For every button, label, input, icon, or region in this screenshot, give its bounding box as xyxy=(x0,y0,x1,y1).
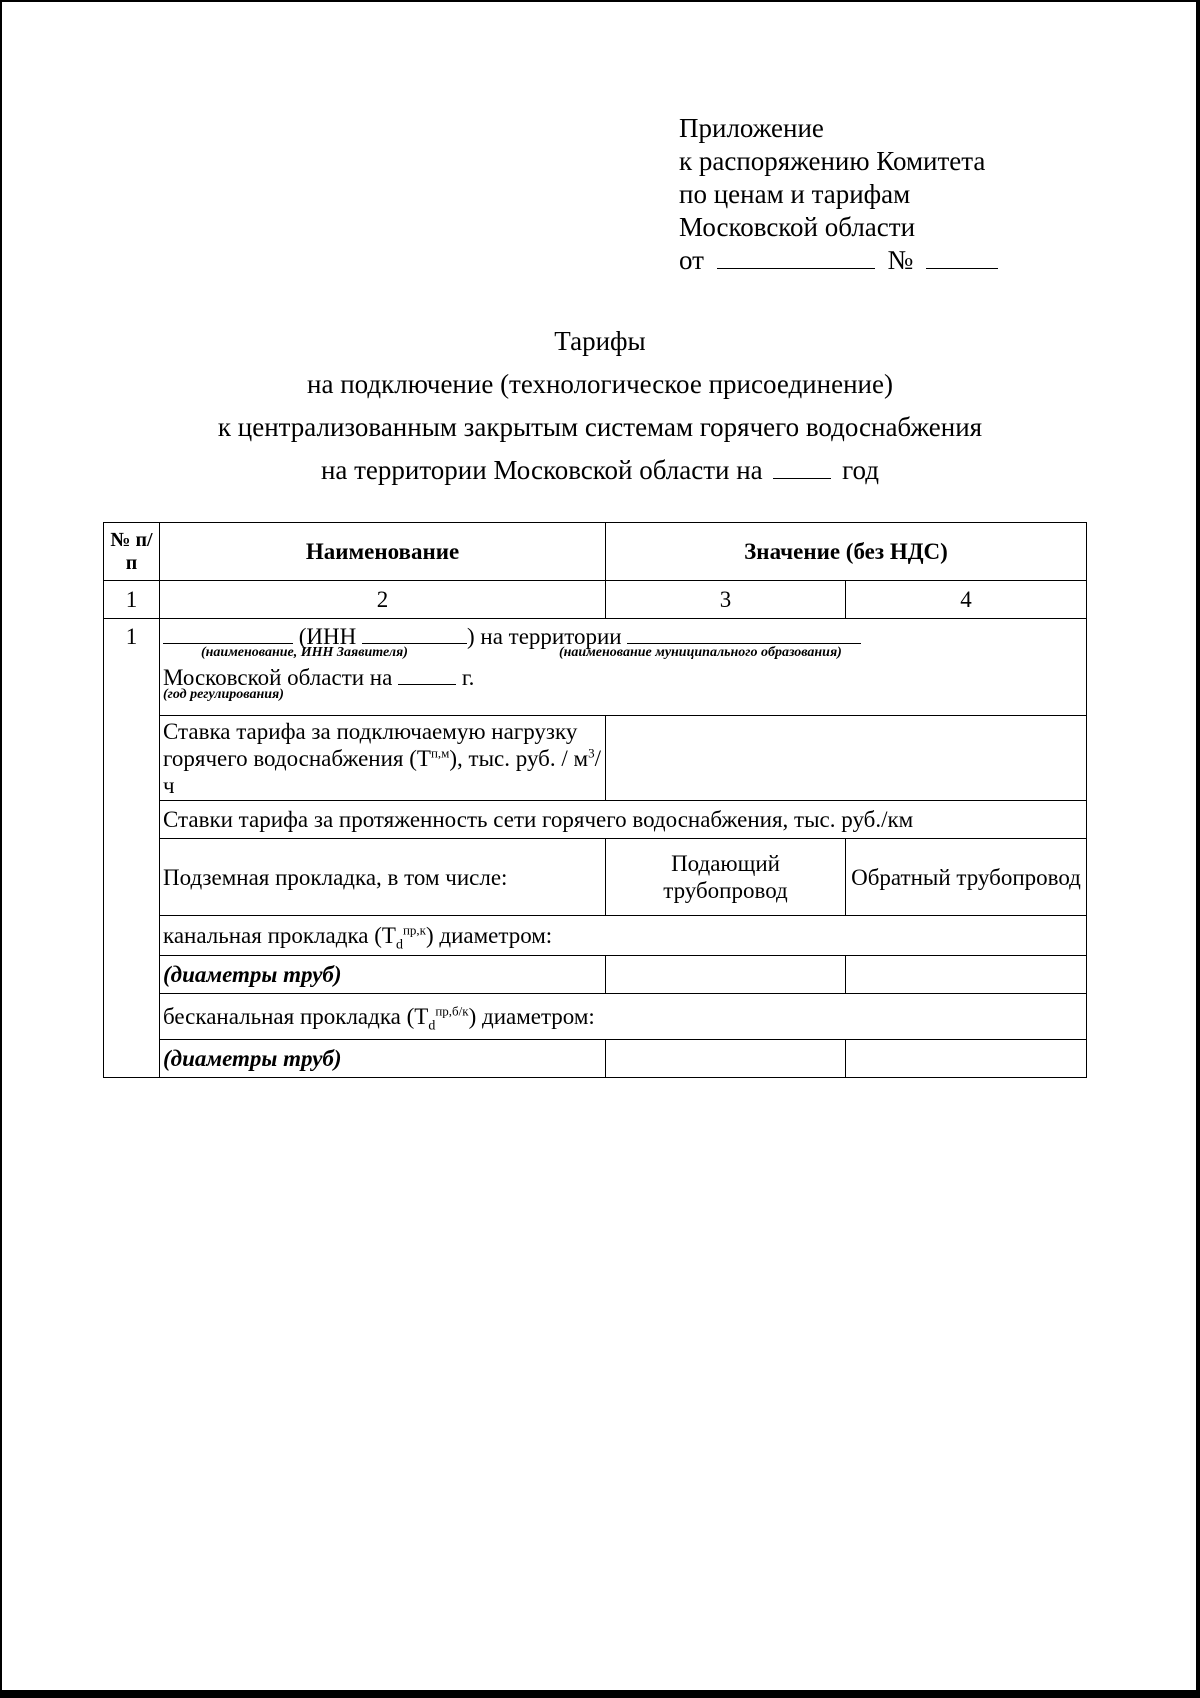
page-edge-bottom xyxy=(0,1690,1200,1698)
title-line-1: Тарифы xyxy=(554,326,646,356)
region-line xyxy=(163,662,1083,690)
channel-sub: d xyxy=(395,937,403,953)
channelless-sub: d xyxy=(428,1018,436,1034)
channel-text-b: ) диаметром: xyxy=(425,923,553,948)
channelless-text-b: ) диаметром: xyxy=(468,1004,595,1029)
channel-sup: пр,к xyxy=(402,922,426,938)
supply-pipeline-header: Подающий трубопровод xyxy=(606,839,846,916)
title-line-3: к централизованным закрытым системам горячего водоснабжения xyxy=(217,412,983,442)
rate-length-label: Ставки тарифа за протяженность сети горячего водоснабжения, тыс. руб./км xyxy=(160,801,1087,839)
applicant-row xyxy=(104,619,1087,716)
page-edge-top xyxy=(0,0,1200,2)
applicant-line xyxy=(163,621,1083,649)
col-number-3: 3 xyxy=(606,581,846,619)
hint-year: (год регулирования) xyxy=(163,687,284,702)
underground-label: Подземная прокладка, в том числе: xyxy=(160,839,606,916)
rate-load-sup2: 3 xyxy=(588,745,595,761)
header-num: № п/п xyxy=(104,523,160,581)
year-blank xyxy=(773,456,831,479)
channel-return-value xyxy=(846,956,1087,994)
col-number-2: 2 xyxy=(160,581,606,619)
pipe-diameters-2: (диаметры труб) xyxy=(160,1040,606,1078)
rate-load-row xyxy=(104,716,1087,801)
underground-row xyxy=(104,839,1087,916)
title-line-4 xyxy=(0,455,1200,486)
col-number-1: 1 xyxy=(104,581,160,619)
tariff-table xyxy=(103,522,1087,1078)
from-label: от xyxy=(679,245,704,275)
region-suffix: г. xyxy=(461,665,475,690)
appendix-line-2: к распоряжению Комитета xyxy=(679,146,986,176)
channelless-supply-value xyxy=(606,1040,846,1078)
col-number-row xyxy=(104,581,1087,619)
pipe-diameters-1: (диаметры труб) xyxy=(160,956,606,994)
appendix-line-1: Приложение xyxy=(679,113,824,143)
territory-label: ) на территории xyxy=(467,624,622,649)
header-value: Значение (без НДС) xyxy=(606,523,1087,581)
channel-diameters-row xyxy=(104,956,1087,994)
date-blank xyxy=(717,246,875,269)
col-number-4: 4 xyxy=(846,581,1087,619)
title-line-4-prefix: на территории Московской области на xyxy=(320,455,763,485)
channelless-row xyxy=(104,994,1087,1040)
channelless-label xyxy=(160,994,1087,1040)
channel-text-a: канальная прокладка (Т xyxy=(163,923,396,948)
rate-load-text-b: ), тыс. руб. / м xyxy=(449,746,589,771)
municipal-blank xyxy=(627,621,861,644)
inn-blank xyxy=(362,621,467,644)
applicant-hints xyxy=(163,645,1083,662)
rate-load-sup: п,м xyxy=(430,745,450,761)
rate-load-value xyxy=(606,716,1087,801)
hint-applicant: (наименование, ИНН Заявителя) xyxy=(201,645,408,660)
title-line-4-suffix: год xyxy=(842,455,880,485)
appendix-date-number-line xyxy=(679,244,998,277)
header-row xyxy=(104,523,1087,581)
row-number: 1 xyxy=(104,619,160,1078)
channelless-sup: пр,б/к xyxy=(435,1003,469,1019)
channelless-diameters-row xyxy=(104,1040,1087,1078)
channel-label xyxy=(160,916,1087,956)
region-prefix: Московской области на xyxy=(163,665,393,690)
rate-load-label xyxy=(160,716,606,801)
applicant-cell xyxy=(160,619,1087,716)
channel-supply-value xyxy=(606,956,846,994)
channel-row xyxy=(104,916,1087,956)
title-line-2: на подключение (технологическое присоединение) xyxy=(307,369,893,399)
applicant-name-blank xyxy=(163,621,293,644)
appendix-line-4: Московской области xyxy=(679,212,916,242)
number-label: № xyxy=(887,245,914,275)
region-year-blank xyxy=(398,662,456,685)
appendix-line-3: по ценам и тарифам xyxy=(679,179,911,209)
return-pipeline-header: Обратный трубопровод xyxy=(846,839,1087,916)
rate-length-row xyxy=(104,801,1087,839)
channelless-text-a: бесканальная прокладка (Т xyxy=(163,1004,429,1029)
number-blank xyxy=(926,246,998,269)
header-name: Наименование xyxy=(160,523,606,581)
page-edge-left xyxy=(0,0,2,1698)
page-edge-right xyxy=(1196,0,1200,1698)
hint-municipal: (наименование муниципального образования) xyxy=(559,645,842,660)
appendix-block xyxy=(679,112,998,277)
rate-load-text-c: /ч xyxy=(163,746,601,798)
inn-label: (ИНН xyxy=(298,624,357,649)
channelless-return-value xyxy=(846,1040,1087,1078)
rate-load-text-a: Ставка тарифа за подключаемую нагрузку горячего водоснабжения (Т xyxy=(163,719,578,771)
